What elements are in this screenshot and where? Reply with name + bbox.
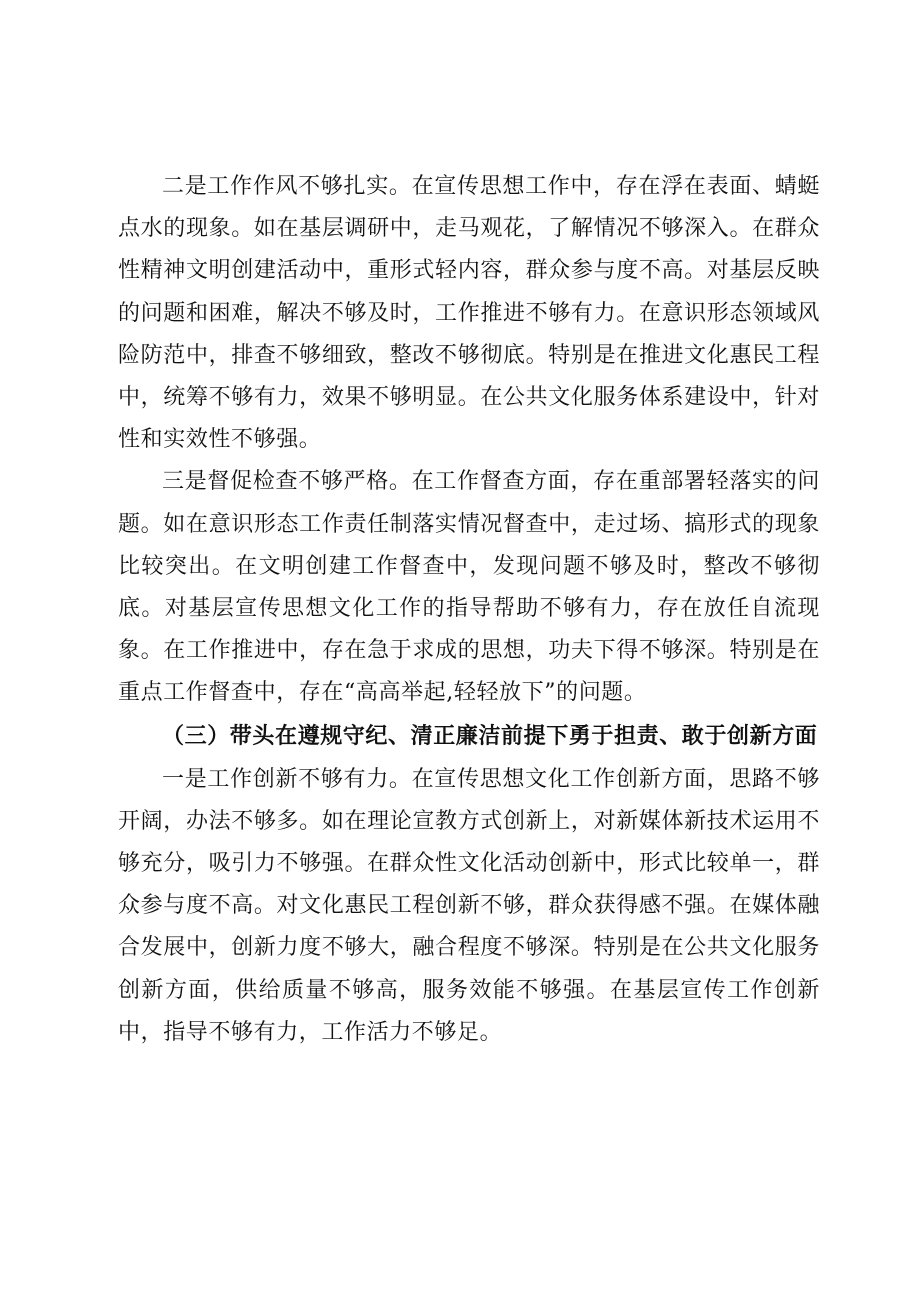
paragraph-innovation: 一是工作创新不够有力。在宣传思想文化工作创新方面，思路不够开阔，办法不够多。如在理论宣教方式创新上，对新媒体新技术运用不够充分，吸引力不够强。在群众性文化活动创新中，形式比较单一，群众参与度不高。对文化惠民工程创新不够，群众获得感不强。在媒体融合发展中，创新力度不够大，融合程度不够深。特别是在公共文化服务创新方面，供给质量不够高，服务效能不够强。在基层宣传工作创新中，指导不够有力，工作活力不够足。 bbox=[118, 766, 820, 1045]
section-heading: （三）带头在遵规守纪、清正廉洁前提下勇于担责、敢于创新方面 bbox=[162, 723, 818, 749]
paragraph-supervision: 三是督促检查不够严格。在工作督查方面，存在重部署轻落实的问题。如在意识形态工作责任制落实情况督查中，走过场、搞形式的现象比较突出。在文明创建工作督查中，发现问题不够及时，整改不够彻底。对基层宣传思想文化工作的指导帮助不够有力，存在放任自流现象。在工作推进中，存在急于求成的思想，功夫下得不够深。特别是在重点工作督查中，存在“高高举起,轻轻放下”的问题。 bbox=[118, 469, 820, 706]
paragraph-work-style: 二是工作作风不够扎实。在宣传思想工作中，存在浮在表面、蜻蜓点水的现象。如在基层调研中，走马观花，了解情况不够深入。在群众性精神文明创建活动中，重形式轻内容，群众参与度不高。对基层反映的问题和困难，解决不够及时，工作推进不够有力。在意识形态领域风险防范中，排查不够细致，整改不够彻底。特别是在推进文化惠民工程中，统筹不够有力，效果不够明显。在公共文化服务体系建设中，针对性和实效性不够强。 bbox=[118, 174, 820, 453]
document-body bbox=[118, 166, 820, 1054]
